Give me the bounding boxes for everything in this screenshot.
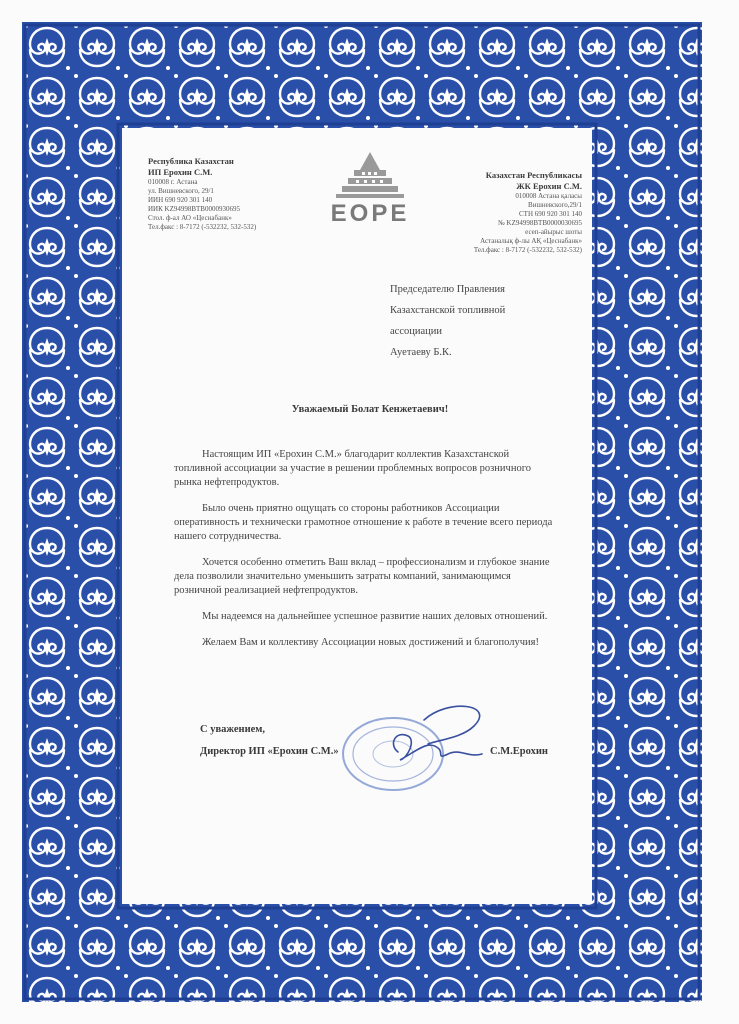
sender-details-kz — [442, 170, 582, 255]
address-line-kz: 010008 Астана қаласы — [515, 192, 582, 200]
bank-line-kz: Астаналық ф-лы АҚ «Цеснабанк» — [480, 237, 582, 245]
letter-body — [174, 448, 554, 662]
account-label-kz: есеп-айырыс шоты — [525, 228, 582, 236]
signatory-title: Директор ИП «Ерохин С.М.» — [200, 746, 339, 757]
addressee-line: Казахстанской топливной — [390, 305, 506, 316]
country-title: Республика Казахстан — [148, 156, 234, 166]
company-logo — [308, 150, 432, 230]
phone-line: Тел.факс : 8-7172 (-532232, 532-532) — [148, 223, 257, 231]
org-name: ИП Ерохин С.М. — [148, 167, 213, 177]
tax-id-line: ИИН 690 920 301 140 — [148, 196, 213, 204]
greeting: Уважаемый Болат Кенжетаевич! — [291, 404, 449, 415]
phone-line-kz: Тел.факс : 8-7172 (-532232, 532-532) — [473, 246, 582, 254]
logo-text: ЕОРЕ — [330, 200, 410, 227]
account-line-kz: № KZ94998BTB0000030695 — [498, 219, 582, 227]
tax-id-line-kz: СТН 690 920 301 140 — [519, 210, 582, 218]
account-line: ИИК KZ94998BTB0000930695 — [148, 205, 240, 213]
address-line-kz: Вишневского,29/1 — [528, 201, 582, 209]
body-paragraph: Настоящим ИП «Ерохин С.М.» благодарит коллектив Казахстанской топливной ассоциации за участие в решении проблемных вопросов розничного рынка нефтепродуктов. — [174, 449, 531, 488]
addressee-line: ассоциации — [390, 326, 442, 337]
signatory-name: С.М.Ерохин — [490, 746, 548, 757]
bank-line: Стол. ф-ал АО «Цеснабанк» — [148, 214, 232, 222]
country-title-kz: Казахстан Республикасы — [485, 170, 582, 180]
body-paragraph: Мы надеемся на дальнейшее успешное развитие наших деловых отношений. — [202, 611, 548, 622]
body-paragraph: Хочется особенно отметить Ваш вклад – профессионализм и глубокое знание дела позволили значительно уменьшить затраты компаний, занимающимся розничной реализацией нефтепродуктов. — [174, 557, 550, 596]
address-line: 010008 г. Астана — [148, 178, 198, 186]
addressee-name: Ауетаеву Б.К. — [390, 347, 452, 358]
addressee-block — [390, 279, 590, 363]
org-name-kz: ЖК Ерохин С.М. — [516, 181, 582, 191]
address-line: ул. Вишневского, 29/1 — [148, 187, 214, 195]
body-paragraph: Желаем Вам и коллективу Ассоциации новых достижений и благополучия! — [202, 637, 539, 648]
closing-phrase: С уважением, — [200, 724, 266, 735]
body-paragraph: Было очень приятно ощущать со стороны работников Ассоциации оперативность и технически грамотное отношение к работе в течение всего периода нашего сотрудничества. — [174, 503, 553, 542]
director-signature — [378, 700, 506, 780]
addressee-line: Председателю Правления — [390, 284, 505, 295]
sender-details-ru — [148, 156, 298, 232]
